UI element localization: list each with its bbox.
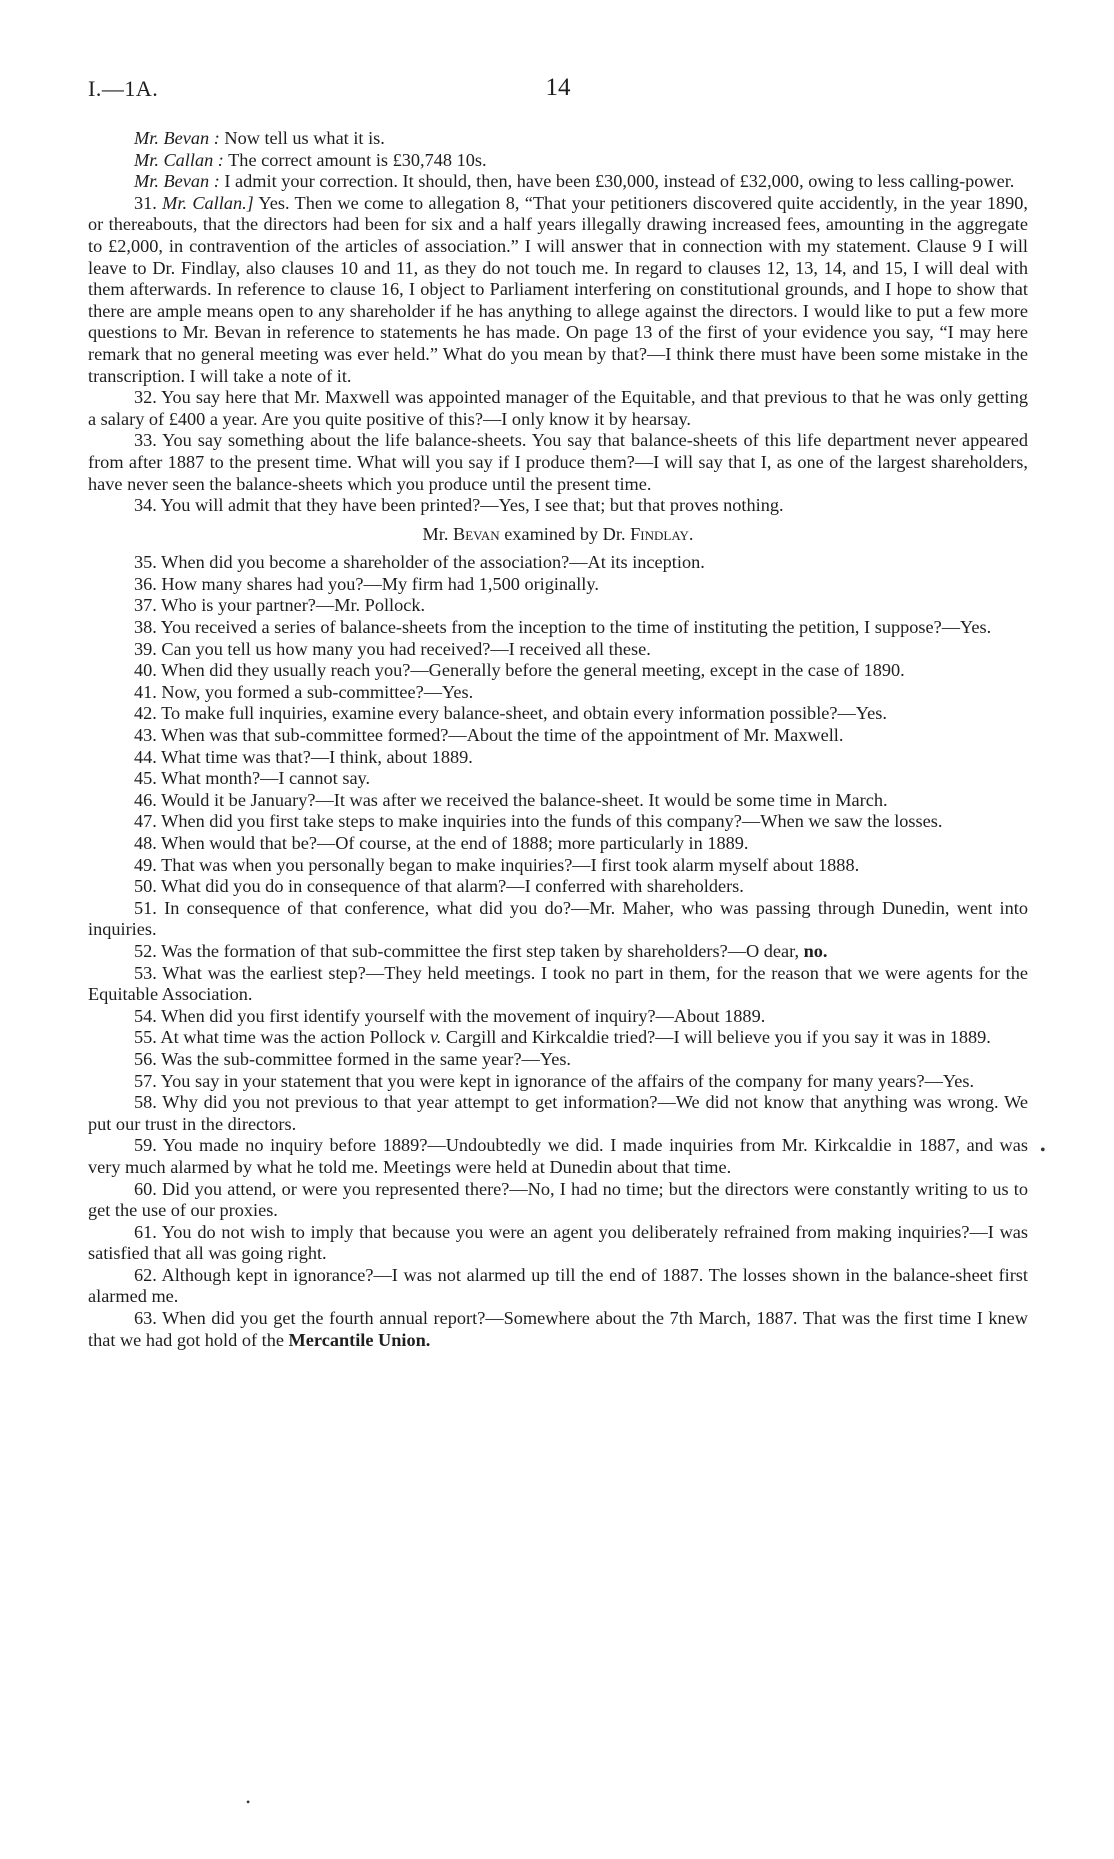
line-text: The correct amount is £30,748 10s. (223, 149, 487, 170)
testimony-line (88, 171, 1028, 193)
question-paragraph: 57. You say in your statement that you were kept in ignorance of the affairs of the company for many years?—Yes. (134, 1070, 975, 1091)
question-paragraph: 32. You say here that Mr. Maxwell was appointed manager of the Equitable, and that previous to that he was only getting a salary of £400 a year. Are you quite positive of this?—I only know it by hearsay. (88, 387, 1028, 429)
question-paragraph: 58. Why did you not previous to that year attempt to get information?—We did not know that anything was wrong. We put our trust in the directors. (88, 1092, 1028, 1134)
question-paragraph: 34. You will admit that they have been printed?—Yes, I see that; but that proves nothing. (134, 495, 784, 516)
question-paragraph: 35. When did you become a shareholder of the association?—At its inception. (134, 552, 705, 573)
question-paragraph: 40. When did they usually reach you?—Generally before the general meeting, except in the case of 1890. (134, 660, 905, 681)
question-paragraph: 44. What time was that?—I think, about 1889. (134, 746, 473, 767)
section-heading: Mr. Bevan examined by Dr. Findlay. (422, 523, 694, 544)
page-header (88, 76, 1028, 106)
question-paragraph: 33. You say something about the life balance-sheets. You say that balance-sheets of this life department never appeared from after 1887 to the present time. What will you say if I produce them?—I will say that I, as one of the largest shareholders, have never seen the balance-sheets which you produce until the present time. (88, 430, 1028, 494)
testimony-line (88, 150, 1028, 172)
question-paragraph: 54. When did you first identify yourself with the movement of inquiry?—About 1889. (134, 1005, 766, 1026)
speaker-name: Mr. Bevan : (134, 128, 220, 148)
examinee-name: Bevan (453, 523, 500, 544)
bold-text: Mercantile Union. (288, 1329, 431, 1350)
question-paragraph: 63. When did you get the fourth annual report?—Somewhere about the 7th March, 1887. That was the first time I knew that we had got hold of the Mercantile Union. (88, 1308, 1028, 1350)
examiner-name: Findlay (630, 523, 689, 544)
question-paragraph: 48. When would that be?—Of course, at the end of 1888; more particularly in 1889. (134, 833, 749, 853)
speaker-name: Mr. Callan : (134, 149, 224, 170)
question-paragraph: 41. Now, you formed a sub-committee?—Yes. (134, 681, 474, 702)
line-text: Now tell us what it is. (219, 128, 385, 148)
question-paragraph: 49. That was when you personally began to make inquiries?—I first took alarm myself about 1888. (134, 854, 860, 875)
document-body (88, 128, 1028, 1351)
question-paragraph: 52. Was the formation of that sub-committee the first step taken by shareholders?—O dear, no. (134, 940, 828, 961)
margin-mark: • (1040, 1142, 1046, 1159)
page-number: 14 (545, 74, 571, 101)
speaker-name: Mr. Callan.] (162, 192, 254, 213)
italic-text: v. (430, 1027, 442, 1048)
question-paragraph: 56. Was the sub-committee formed in the same year?—Yes. (134, 1048, 572, 1069)
question-paragraph: 60. Did you attend, or were you represented there?—No, I had no time; but the directors were constantly writing to us to get the use of our proxies. (88, 1178, 1028, 1221)
question-paragraph: 39. Can you tell us how many you had received?—I received all these. (134, 638, 651, 659)
question-paragraph: 45. What month?—I cannot say. (134, 768, 371, 789)
paragraph-text: Yes. Then we come to allegation 8, “That your petitioners discovered quite accidently, in the year 1890, or thereabouts, that the directors had been for six and a half years illegally drawing increased fees, amounting in the aggregate to £2,000, in contravention of the articles of association.” I will answer that in connection with my statement. Clause 9 I will leave to Dr. Findlay, also clauses 10 and 11, as they do not touch me. In regard to clauses 12, 13, 14, and 15, I will deal with them afterwards. In reference to clause 16, I object to Parliament interfering on constitutional grounds, and I hope to show that there are ample means open to any shareholder if he has anything to allege against the directors. I would like to put a few more questions to Mr. Bevan in reference to statements he has made. On page 13 of the first of your evidence you say, “I may here remark that no general meeting was ever held.” What do you mean by that?—I think there must have been some mistake in the transcription. I will take a note of it. (88, 192, 1028, 386)
question-paragraph (88, 193, 1028, 387)
question-paragraph: 53. What was the earliest step?—They held meetings. I took no part in them, for the reason that we were agents for the Equitable Association. (88, 962, 1028, 1005)
line-text: I admit your correction. It should, then, have been £30,000, instead of £32,000, owing to less calling-power. (219, 171, 1015, 192)
question-paragraph: 50. What did you do in consequence of that alarm?—I conferred with shareholders. (134, 876, 744, 897)
testimony-line (88, 128, 1028, 150)
bold-text: no. (803, 940, 828, 961)
question-paragraph: 51. In consequence of that conference, what did you do?—Mr. Maher, who was passing through Dunedin, went into inquiries. (88, 897, 1028, 940)
stray-dot: • (246, 1795, 251, 1809)
question-number: 31. (134, 192, 157, 213)
document-code: I.—1A. (88, 76, 159, 101)
question-paragraph: 43. When was that sub-committee formed?—About the time of the appointment of Mr. Maxwell. (134, 725, 844, 746)
question-paragraph: 55. At what time was the action Pollock v. Cargill and Kirkcaldie tried?—I will believe you if you say it was in 1889. (134, 1027, 991, 1048)
speaker-name: Mr. Bevan : (134, 171, 220, 192)
question-paragraph: 37. Who is your partner?—Mr. Pollock. (134, 595, 426, 616)
question-paragraph: 42. To make full inquiries, examine every balance-sheet, and obtain every information possible?—Yes. (134, 703, 887, 724)
question-paragraph: 38. You received a series of balance-sheets from the inception to the time of instituting the petition, I suppose?—Yes. (134, 617, 992, 638)
question-paragraph: 59. You made no inquiry before 1889?—Undoubtedly we did. I made inquiries from Mr. Kirkcaldie in 1887, and was very much alarmed by what he told me. Meetings were held at Dunedin about that time. (88, 1135, 1028, 1177)
question-paragraph: 47. When did you first take steps to make inquiries into the funds of this company?—When we saw the losses. (134, 811, 943, 832)
question-paragraph: 61. You do not wish to imply that because you were an agent you deliberately refrained from making inquiries?—I was satisfied that all was going right. (88, 1221, 1028, 1264)
question-paragraph: 62. Although kept in ignorance?—I was not alarmed up till the end of 1887. The losses shown in the balance-sheet first alarmed me. (88, 1264, 1028, 1307)
question-paragraph: 36. How many shares had you?—My firm had 1,500 originally. (134, 573, 599, 594)
question-paragraph: 46. Would it be January?—It was after we received the balance-sheet. It would be some time in March. (134, 789, 888, 810)
